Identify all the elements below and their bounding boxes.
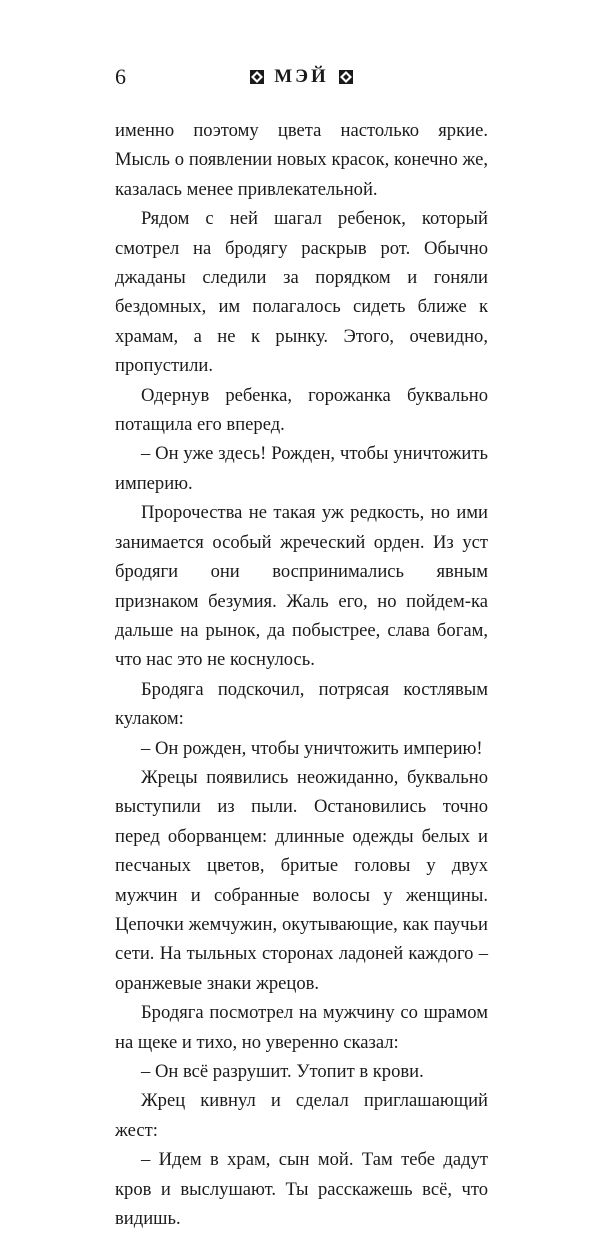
paragraph: Рядом с ней шагал ребенок, который смотрел на бродягу раскрыв рот. Обычно джаданы следили за порядком и гоняли бездомных, им полагалось сидеть ближе к храмам, а не к рынку. Этого, очевидно, пропустили. — [115, 208, 488, 377]
running-title: МЭЙ — [274, 66, 329, 87]
dialogue-line: – Он рожден, чтобы уничтожить империю! — [141, 737, 483, 759]
dialogue-line: – Он всё разрушит. Утопит в крови. — [141, 1061, 424, 1082]
paragraph: Жрецы появились неожиданно, буквально выступили из пыли. Остановились точно перед оборванцем: длинные одежды белых и песчаных цветов, бритые головы у двух мужчин и собранные волосы у женщины. Цепочки жемчужин, окутывающие, как паучьи сети. На тыльных сторонах ладоней каждого – оранжевые знаки жрецов. — [115, 766, 488, 994]
ornament-icon — [339, 70, 353, 84]
dialogue-line: – Он уже здесь! Рожден, чтобы уничтожить империю. — [115, 443, 488, 494]
dialogue-line: – Идем в храм, сын мой. Там тебе дадут кров и выслушают. Ты расскажешь всё, что видишь. — [115, 1149, 488, 1230]
ornament-icon — [250, 70, 264, 84]
running-title-group — [115, 62, 488, 92]
paragraph: именно поэтому цвета настолько яркие. Мысль о появлении новых красок, конечно же, казалась менее привлекательной. — [115, 120, 488, 200]
paragraph: Бродяга посмотрел на мужчину со шрамом на щеке и тихо, но уверенно сказал: — [115, 1002, 488, 1053]
paragraph: Пророчества не такая уж редкость, но ими занимается особый жреческий орден. Из уст бродяги они воспринимались явным признаком безумия. Жаль его, но пойдем-ка дальше на рынок, да побыстрее, слава богам, что нас это не коснулось. — [115, 502, 488, 671]
paragraph: Жрец кивнул и сделал приглашающий жест: — [115, 1090, 488, 1141]
page-header — [115, 62, 488, 92]
paragraph: Бродяга подскочил, потрясая костлявым кулаком: — [115, 678, 488, 730]
paragraph: Одернув ребенка, горожанка буквально потащила его вперед. — [115, 384, 488, 436]
page-number: 6 — [115, 64, 126, 89]
body-text — [115, 116, 488, 1233]
